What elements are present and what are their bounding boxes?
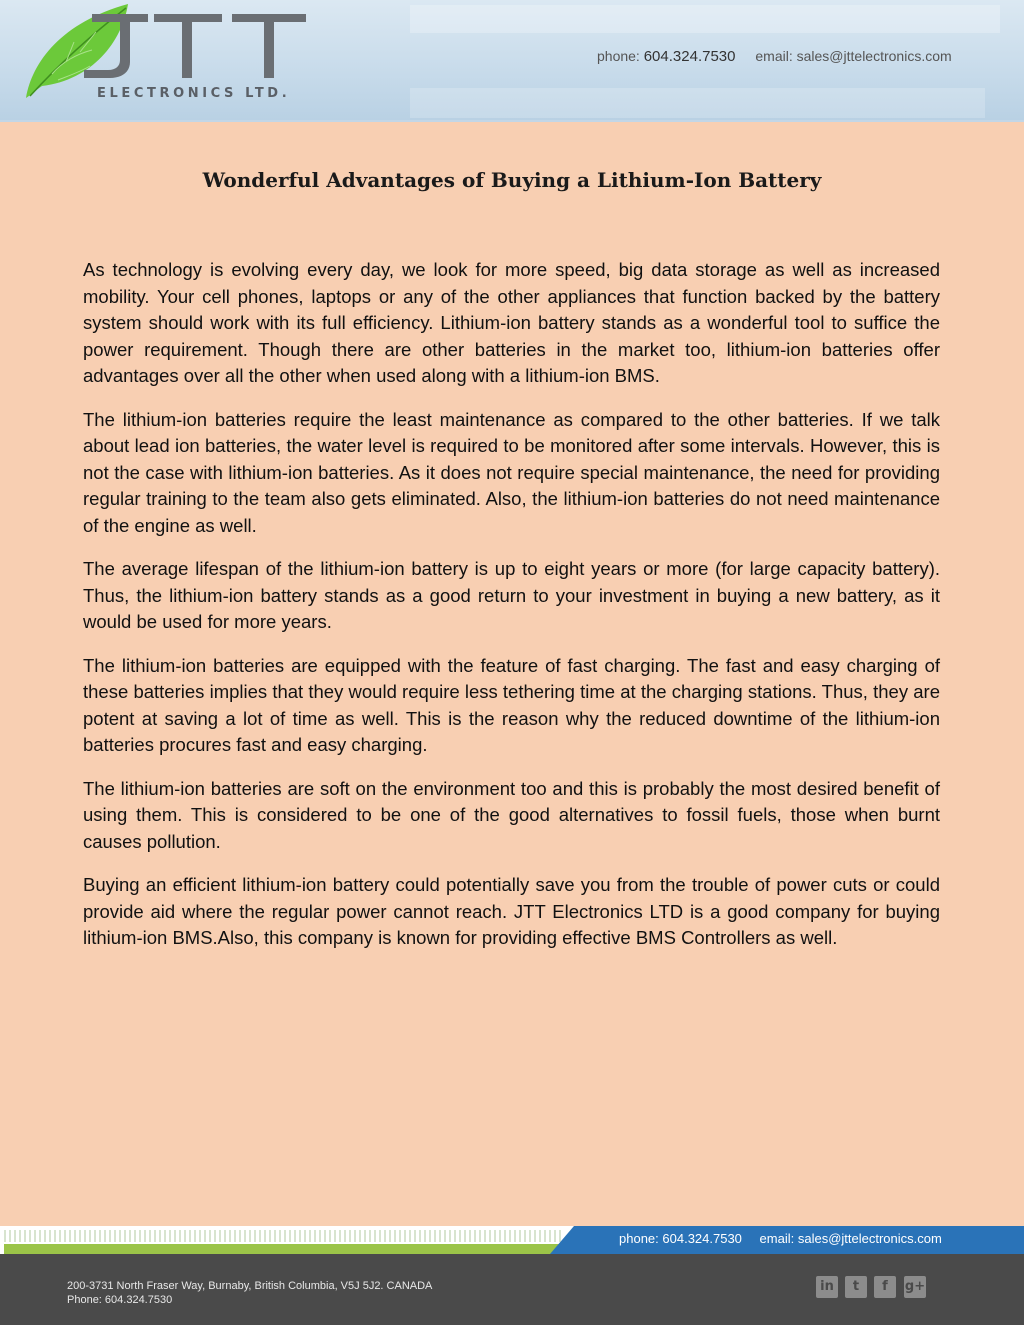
email-label: email:: [755, 48, 793, 64]
footer-pattern: [4, 1230, 564, 1242]
paragraph: The average lifespan of the lithium-ion battery is up to eight years or more (for large capacity battery). Thus, the lithium-ion battery stands as a good return to your investment in buying a new battery, as it would be used for more years.: [83, 558, 940, 632]
paragraph: The lithium-ion batteries are equipped with the feature of fast charging. The fast and easy charging of these batteries implies that they would require less tethering time at the charging stations. Thus, they are potent at saving a lot of time as well. This is the reason why the reduced downtime of the lithium-ion batteries procures fast and easy charging.: [83, 654, 940, 755]
header-contact: [597, 48, 952, 65]
logo-letter-t: [232, 14, 306, 78]
linkedin-icon[interactable]: in: [816, 1276, 838, 1298]
google-plus-icon[interactable]: g+: [904, 1276, 926, 1298]
address-phone: Phone: 604.324.7530: [67, 1294, 173, 1306]
footer-email[interactable]: sales@jttelectronics.com: [797, 1231, 942, 1246]
footer-address: [67, 1279, 432, 1307]
footer-phone-label: phone:: [619, 1231, 659, 1246]
footer-green-bar: [4, 1244, 564, 1254]
paragraph: As technology is evolving every day, we look for more speed, big data storage as well as increased mobility. Your cell phones, laptops or any of the other appliances that function backed by the battery system should work with its full efficiency. Lithium-ion battery stands as a wonderful tool to suffice the power requirement. Though there are other batteries in the market too, lithium-ion batteries offer advantages over all the other when used along with a lithium-ion BMS.: [83, 259, 940, 386]
header-highlight: [410, 88, 985, 118]
twitter-icon[interactable]: t: [845, 1276, 867, 1298]
phone-label: phone:: [597, 48, 640, 64]
paragraph: The lithium-ion batteries require the least maintenance as compared to the other batteries. If we talk about lead ion batteries, the water level is required to be monitored after some intervals. However, this is not the case with lithium-ion batteries. As it does not require special maintenance, the need for providing regular training to the team also gets eliminated. Also, the lithium-ion batteries do not need maintenance of the engine as well.: [83, 408, 940, 536]
email-link[interactable]: sales@jttelectronics.com: [796, 48, 952, 64]
footer-contact: [619, 1231, 942, 1246]
page-header: [0, 0, 1024, 122]
facebook-icon[interactable]: f: [874, 1276, 896, 1298]
document-title: Wonderful Advantages of Buying a Lithium-Ion Battery: [202, 168, 822, 192]
phone-number[interactable]: 604.324.7530: [643, 48, 736, 65]
footer-email-label: email:: [759, 1231, 795, 1246]
document-body: [83, 257, 940, 969]
header-highlight: [410, 5, 1000, 33]
logo-subtitle: ELECTRONICS LTD.: [97, 86, 291, 101]
footer-phone[interactable]: 604.324.7530: [662, 1231, 742, 1246]
paragraph: Buying an efficient lithium-ion battery could potentially save you from the trouble of power cuts or could provide aid where the regular power cannot reach. JTT Electronics LTD is a good company for buying lithium-ion BMS.Also, this company is known for providing effective BMS Controllers as well.: [83, 874, 940, 948]
address-line: 200-3731 North Fraser Way, Burnaby, British Columbia, V5J 5J2. CANADA: [67, 1280, 433, 1292]
logo-letter-t: [154, 14, 222, 78]
paragraph: The lithium-ion batteries are soft on the environment too and this is probably the most desired benefit of using them. This is considered to be one of the good alternatives to fossil fuels, those when burnt causes pollution.: [83, 777, 940, 852]
